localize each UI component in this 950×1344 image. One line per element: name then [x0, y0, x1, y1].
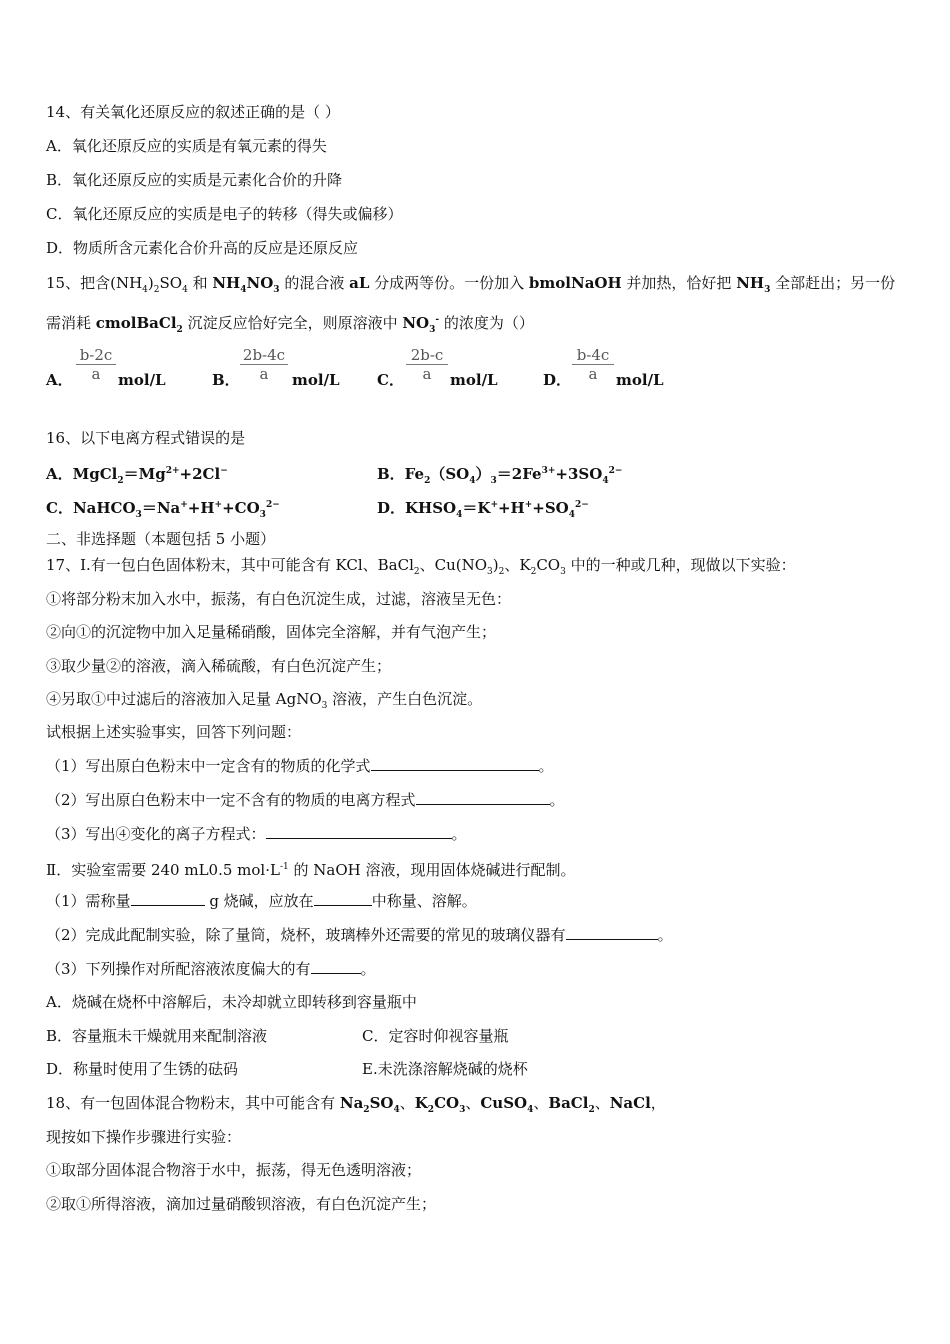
q15-option-a-fraction	[76, 346, 116, 383]
q15-option-a-denominator: a	[91, 365, 101, 383]
answer-blank[interactable]	[266, 824, 452, 839]
answer-blank[interactable]	[311, 959, 361, 974]
q18-step-1: ①取部分固体混合物溶于水中，振荡，得无色透明溶液；	[46, 1161, 422, 1179]
q15-option-c-numerator: 2b-c	[406, 346, 448, 365]
q17-stem: 17、Ⅰ.有一包白色固体粉末，其中可能含有 KCl、BaCl$_2$、$Cu(NO_3)_2$、$K_2CO_3$ 中的一种或几种，现做以下实验：	[46, 556, 796, 577]
q16-option-a: A．$MgCl_2=Mg^{2+}+2Cl^-$	[46, 465, 228, 486]
q17-option-c: C．定容时仰视容量瓶	[362, 1027, 509, 1045]
q17-step-2: ②向①的沉淀物中加入足量稀硝酸，固体完全溶解，并有气泡产生；	[46, 623, 497, 641]
q15-option-d-numerator: b-4c	[572, 346, 614, 365]
q17-ii-part-1: （1）需称量 g 烧碱，应放在 中称量、溶解。	[46, 892, 477, 910]
q17-ii-part-2: （2）完成此配制实验，除了量筒，烧杯，玻璃棒外还需要的常见的玻璃仪器有 。	[46, 926, 673, 944]
q15-stem-line2: 需消耗 cmolBaCl$_2$ 沉淀反应恰好完全，则原溶液中 $NO_3^-$ 的浓度为（）	[46, 314, 534, 335]
q17-part-2: （2）写出原白色粉末中一定不含有的物质的电离方程式 。	[46, 791, 565, 809]
q17-ii-part-3-text: （3）下列操作对所配溶液浓度偏大的有	[46, 960, 311, 978]
q17-part-3: （3）写出④变化的离子方程式： 。	[46, 825, 467, 843]
q17-step-3: ③取少量②的溶液，滴入稀硫酸，有白色沉淀产生；	[46, 657, 392, 675]
q14-option-a: A．氧化还原反应的实质是有氧元素的得失	[46, 137, 327, 155]
q17-option-a: A．烧碱在烧杯中溶解后，未冷却就立即转移到容量瓶中	[46, 993, 417, 1011]
q18-step-2: ②取①所得溶液，滴加过量硝酸钡溶液，有白色沉淀产生；	[46, 1195, 437, 1213]
q15-option-c-unit: mol/L	[450, 371, 498, 389]
q18-stem: 18、有一包固体混合物粉末，其中可能含有 $Na_2SO_4$、$K_2CO_3$、CuSO$_4$、BaCl$_2$、NaCl，	[46, 1094, 666, 1115]
q15-option-b-label: B．	[212, 371, 240, 389]
answer-blank[interactable]	[314, 891, 372, 906]
q15-option-a-numerator: b-2c	[76, 346, 116, 365]
answer-blank[interactable]	[416, 790, 550, 805]
q15-option-b-fraction	[240, 346, 288, 383]
q17-ii-part-3: （3）下列操作对所配溶液浓度偏大的有 。	[46, 960, 376, 978]
q17-part-1-text: （1）写出原白色粉末中一定含有的物质的化学式	[46, 757, 371, 775]
q15-option-a-label: A．	[46, 371, 73, 389]
q15-option-c-label: C．	[377, 371, 404, 389]
q16-stem: 16、以下电离方程式错误的是	[46, 429, 246, 447]
q15-option-d-denominator: a	[588, 365, 598, 383]
q14-stem: 14、有关氧化还原反应的叙述正确的是（ ）	[46, 103, 340, 121]
q17-step-4: ④另取①中过滤后的溶液加入足量 AgNO$_3$ 溶液，产生白色沉淀。	[46, 690, 483, 711]
q15-stem-line1: 15、把含$(NH_4)_2SO_4$ 和 $NH_4NO_3$ 的混合液 aL 分成两等份。一份加入 bmolNaOH 并加热，恰好把 $NH_3$ 全部赶出；另一份	[46, 274, 896, 295]
q16-option-b: B．$Fe_2(SO_4)_3=2Fe^{3+}+3SO_4^{2-}$	[377, 465, 623, 486]
q15-option-c-denominator: a	[422, 365, 432, 383]
q17-option-d: D．称量时使用了生锈的砝码	[46, 1060, 239, 1078]
q17-part-3-text: （3）写出④变化的离子方程式：	[46, 825, 266, 843]
q15-option-b-denominator: a	[259, 365, 269, 383]
q17-part-2-text: （2）写出原白色粉末中一定不含有的物质的电离方程式	[46, 791, 416, 809]
q17-option-b: B．容量瓶未干燥就用来配制溶液	[46, 1027, 268, 1045]
q15-option-d-label: D．	[543, 371, 572, 389]
q18-procedure: 现按如下操作步骤进行实验：	[46, 1128, 242, 1146]
q15-option-b-unit: mol/L	[292, 371, 340, 389]
q17-intro: 试根据上述实验事实，回答下列问题：	[46, 723, 302, 741]
section-heading: 二、非选择题（本题包括 5 小题）	[46, 530, 276, 548]
answer-blank[interactable]	[131, 891, 205, 906]
answer-blank[interactable]	[566, 925, 658, 940]
q15-option-c-fraction	[406, 346, 448, 383]
q17-ii-stem: Ⅱ．实验室需要 240 mL0.5 $mol\cdot L^{-1}$ 的 NaOH 溶液，现用固体烧碱进行配制。	[46, 861, 576, 879]
answer-blank[interactable]	[371, 756, 539, 771]
q14-option-d: D．物质所含元素化合价升高的反应是还原反应	[46, 239, 359, 257]
q14-option-b: B．氧化还原反应的实质是元素化合价的升降	[46, 171, 343, 189]
q16-option-d: D．$KHSO_4=K^++H^++SO_4^{2-}$	[377, 499, 589, 520]
q17-ii-part-2-text: （2）完成此配制实验，除了量筒，烧杯，玻璃棒外还需要的常见的玻璃仪器有	[46, 926, 566, 944]
q17-step-1: ①将部分粉末加入水中，振荡，有白色沉淀生成，过滤，溶液呈无色：	[46, 590, 512, 608]
q14-option-c: C．氧化还原反应的实质是电子的转移（得失或偏移）	[46, 205, 403, 223]
q15-option-d-unit: mol/L	[616, 371, 664, 389]
q16-option-c: C．$NaHCO_3=Na^++H^++CO_3^{2-}$	[46, 499, 280, 520]
q15-option-a-unit: mol/L	[118, 371, 166, 389]
q15-option-d-fraction	[572, 346, 614, 383]
q17-part-1: （1）写出原白色粉末中一定含有的物质的化学式 。	[46, 757, 554, 775]
q17-option-e: E.未洗涤溶解烧碱的烧杯	[362, 1060, 528, 1078]
q15-option-b-numerator: 2b-4c	[240, 346, 288, 365]
